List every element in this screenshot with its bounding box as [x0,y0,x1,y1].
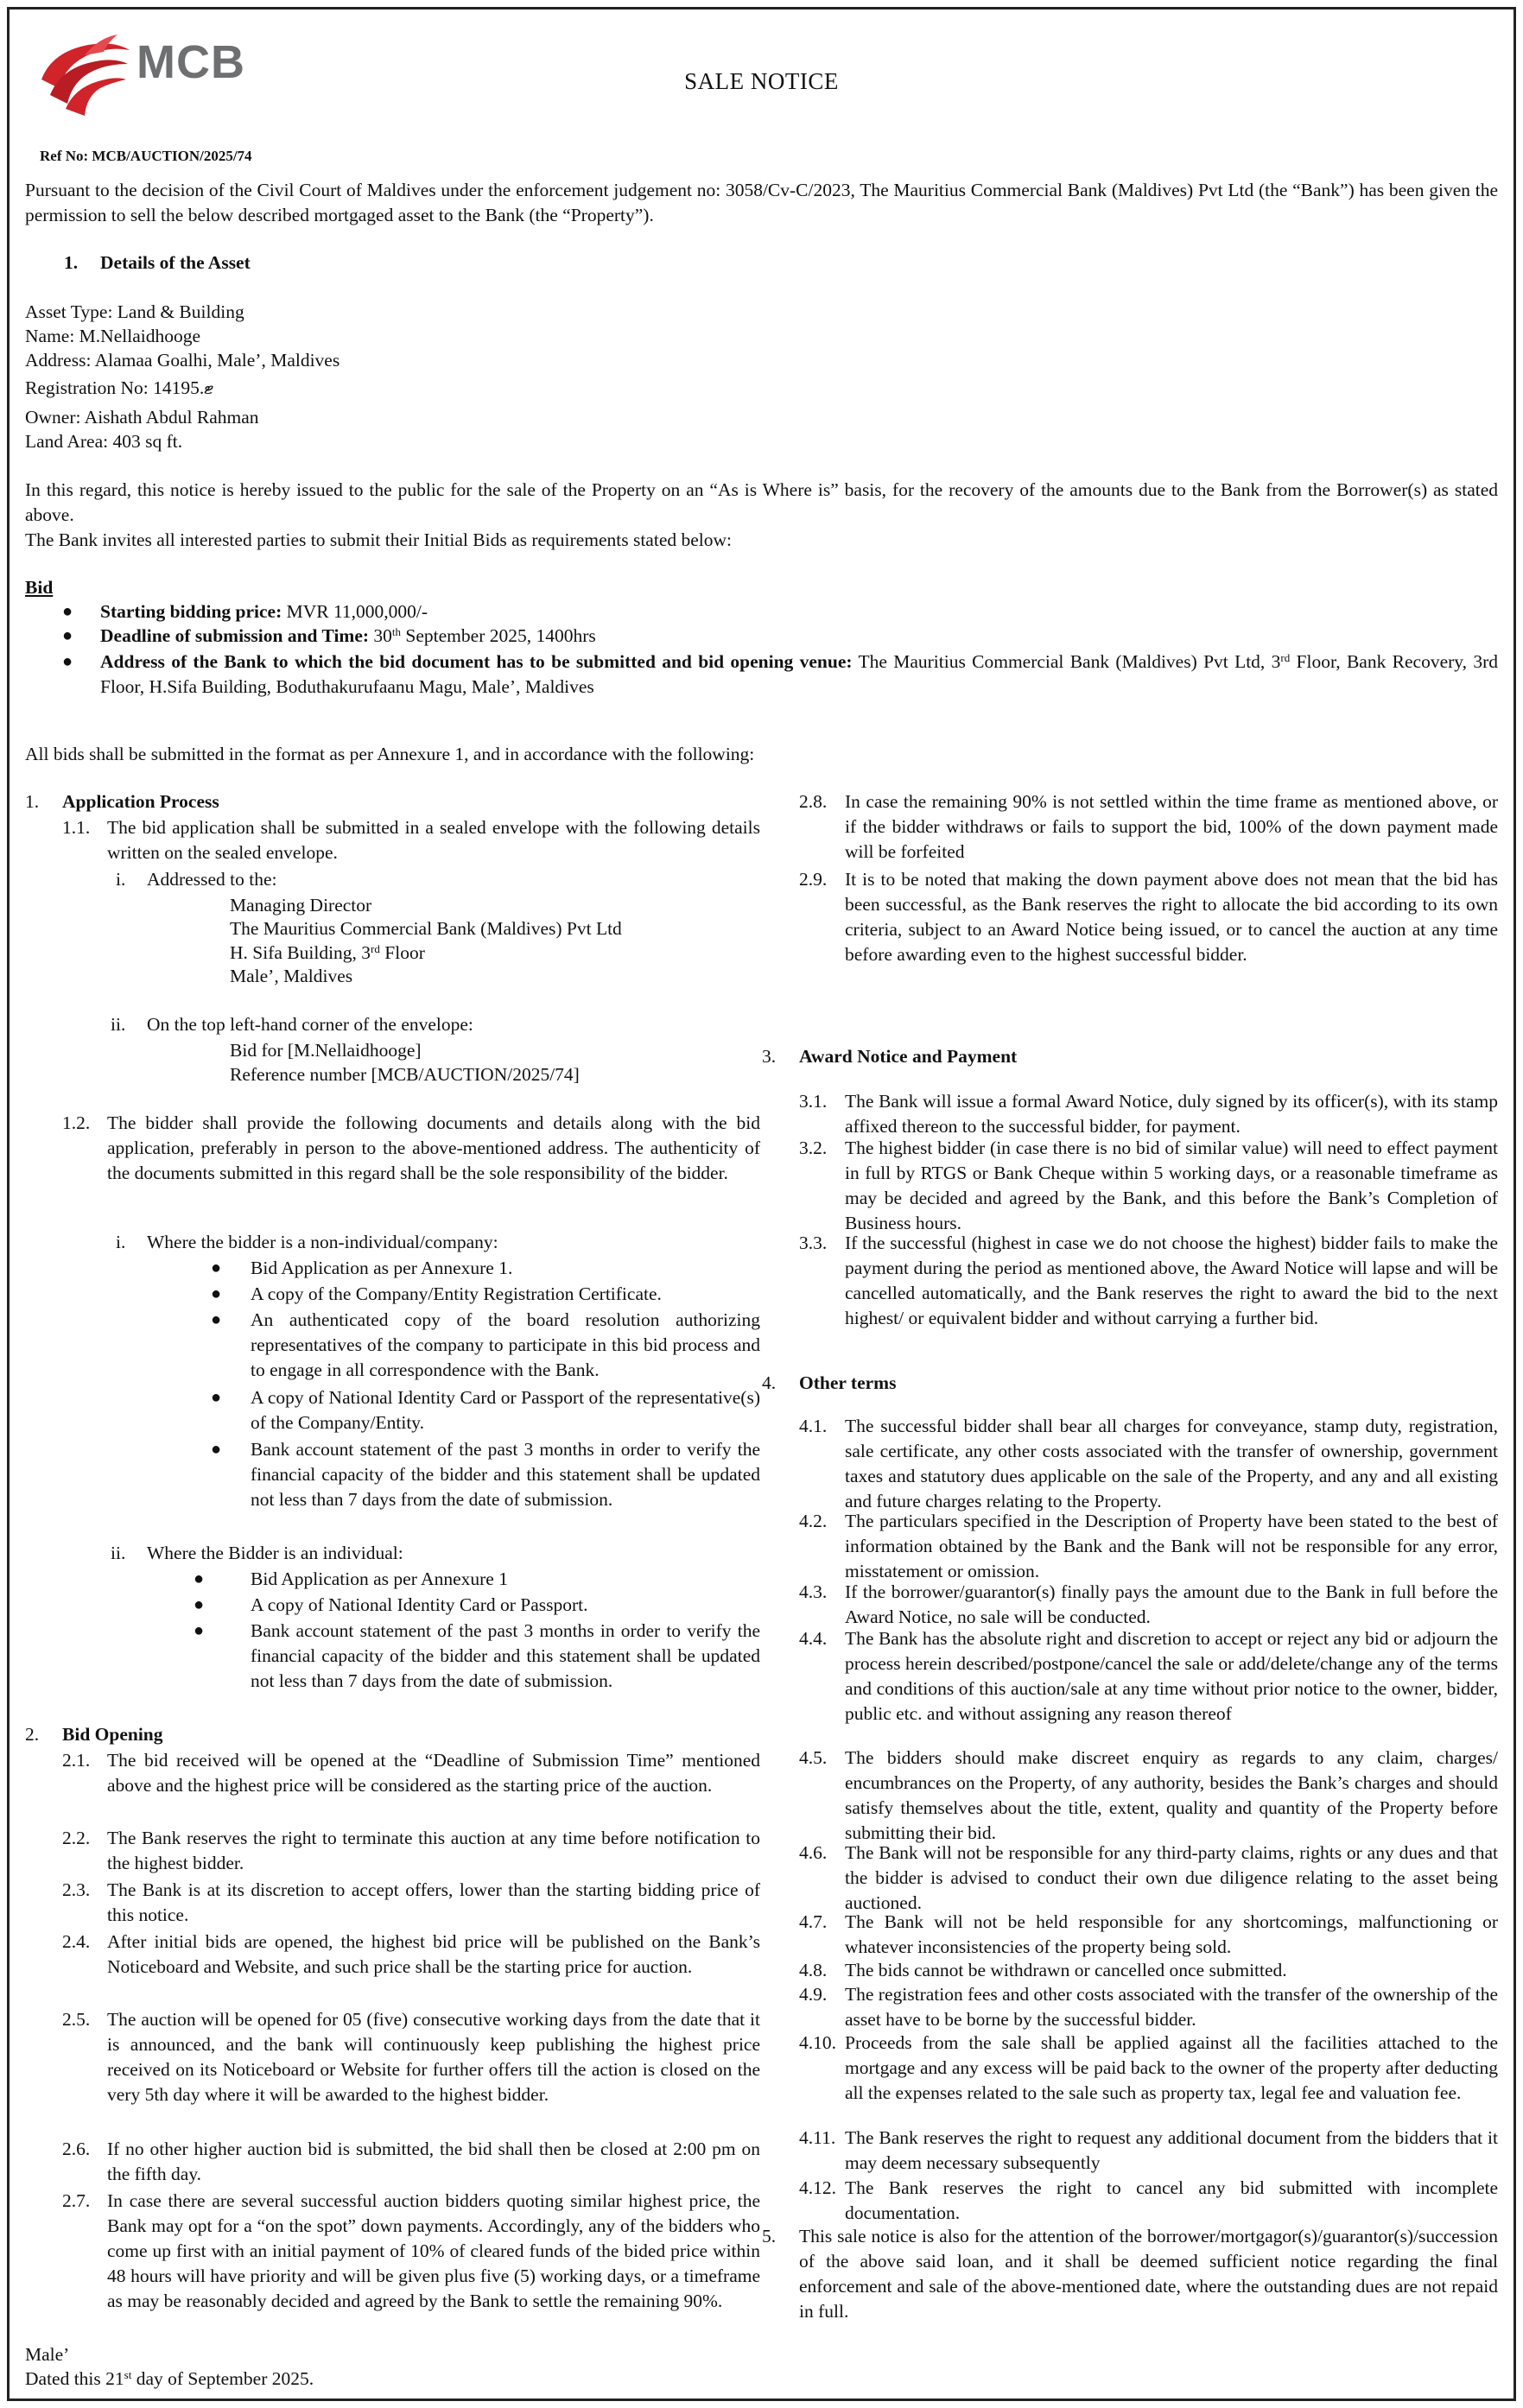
bullet-icon: ● [194,1595,205,1614]
bullet-icon: ● [211,1440,222,1459]
item-3-1-text: The Bank will issue a formal Award Notice, duly signed by its officer(s), with its stamp affixed thereon to the successful bidder, for payment. [845,1091,1498,1137]
item-2-8-text: In case the remaining 90% is not settled within the time frame as mentioned above, or if the bidder withdraws or fails to support the bid, 100% of the down payment made will be forfeited [845,791,1498,862]
item-4-1-number: 4.1. [799,1416,828,1436]
item-1-2-i-label: Where the bidder is a non-individual/company: [147,1232,498,1252]
individual-doc-3: Bank account statement of the past 3 months in order to verify the financial capacity of the bidder and this statement shall be updated not less than 7 days from the date of submission. [251,1620,760,1691]
item-4-5-number: 4.5. [799,1747,828,1768]
bid-starting-price-value: MVR 11,000,000/- [282,601,428,622]
footer-date-rest: day of September 2025. [131,2368,314,2389]
address-line-4: Male’, Maldives [230,966,353,986]
bid-venue [100,650,1498,700]
bullet-icon: ● [211,1388,222,1407]
item-1-2-number: 1.2. [62,1112,91,1133]
item-4-10-text: Proceeds from the sale shall be applied against all the facilities attached to the mortgage and any excess will be paid back to the owner of the property after deducting all the expenses related to the sale such as property tax, legal fee and valuation fee. [845,2032,1498,2103]
item-4-3-text: If the borrower/guarantor(s) finally pays the amount due to the Bank in full before the Award Notice, no sale will be conducted. [845,1581,1498,1627]
item-4-6-text: The Bank will not be responsible for any third-party claims, rights or any dues and that the bidder is advised to conduct their own due diligence relating to the asset being auctioned. [845,1842,1498,1913]
item-3-3-text: If the successful (highest in case we do not choose the highest) bidder fails to make the payment during the period as mentioned above, the Award Notice will lapse and will be cancelled automatically, and the Bank reserves the right to award the bid to the next highest/ or equivalent bidder and without carrying a further bid. [845,1233,1498,1328]
item-1-1-text: The bid application shall be submitted in a sealed envelope with the following details written on the sealed envelope. [107,817,760,863]
section-5-number: 5. [762,2226,777,2246]
section-2-heading: Bid Opening [62,1724,163,1745]
bid-venue-address: The Mauritius Commercial Bank (Maldives) Pvt Ltd, 3 [852,651,1281,672]
company-doc-3: An authenticated copy of the board resolution authorizing representatives of the company to participate in this bid process and to engage in all correspondence with the Bank. [251,1309,760,1380]
footer-date [25,2367,314,2392]
asset-name: Name: M.Nellaidhooge [25,326,201,346]
company-doc-2: A copy of the Company/Entity Registration Certificate. [251,1283,662,1304]
company-doc-5: Bank account statement of the past 3 months in order to verify the financial capacity of the bidder and this statement shall be updated not less than 7 days from the date of submission. [251,1439,760,1510]
section-3-heading: Award Notice and Payment [799,1046,1018,1067]
bullet-icon: ● [211,1310,222,1329]
item-2-1-text: The bid received will be opened at the “Deadline of Submission Time” mentioned above and the highest price will be considered as the starting price of the auction. [107,1750,760,1796]
item-4-11-text: The Bank reserves the right to request any additional document from the bidders that it may deem necessary subsequently [845,2127,1498,2173]
bullet-icon: ● [194,1621,205,1640]
item-3-2-number: 3.2. [799,1137,828,1158]
section-5-text: This sale notice is also for the attention of the borrower/mortgagor(s)/guarantor(s)/succession of the above said loan, and it shall be deemed sufficient notice regarding the final enforcement and sale of the above-mentioned date, where the outstanding dues are not repaid in full. [799,2226,1498,2322]
item-4-12-text: The Bank reserves the right to cancel any bid submitted with incomplete documentation. [845,2177,1498,2223]
bullet-icon: ● [62,652,73,671]
item-2-3-number: 2.3. [62,1879,91,1900]
item-2-6-number: 2.6. [62,2139,91,2159]
envelope-line-1: Bid for [M.Nellaidhooge] [230,1040,422,1061]
item-4-6-number: 4.6. [799,1842,828,1863]
bid-deadline-label: Deadline of submission and Time: [100,625,370,646]
item-2-4-text: After initial bids are opened, the highest bid price will be published on the Bank’s Noticeboard and Website, and such price shall be the starting price for auction. [107,1931,760,1977]
bullet-icon: ● [211,1258,222,1277]
item-4-12-number: 4.12. [799,2177,836,2198]
item-3-2-text: The highest bidder (in case there is no bid of similar value) will need to effect payment in full by RTGS or Bank Cheque within 5 working days, or a reasonable timeframe as may be decided and agreed by the Bank, and this before the Bank’s Completion of Business hours. [845,1137,1498,1233]
item-1-2-i-number: i. [116,1232,126,1252]
item-2-9-number: 2.9. [799,869,828,890]
item-4-9-text: The registration fees and other costs associated with the transfer of the ownership of the asset have to be borne by the successful bidder. [845,1984,1498,2030]
regard-paragraph: In this regard, this notice is hereby issued to the public for the sale of the Property on an “As is Where is” basis, for the recovery of the amounts due to the Bank from the Borrower(s) as stated above. [25,479,1498,525]
item-2-9-text: It is to be noted that making the down payment above does not mean that the bid has been successful, as the Bank reserves the right to allocate the bid according to its own criteria, subject to an Award Notice being issued, or to cancel the auction at any time before awarding even to the highest successful bidder. [845,869,1498,965]
item-1-1-ii-label: On the top left-hand corner of the envelope: [147,1014,473,1035]
item-1-2-text: The bidder shall provide the following documents and details along with the bid application, preferably in person to the above-mentioned address. The authenticity of the documents submitted in this regard shall be the sole responsibility of the bidder. [107,1112,760,1183]
item-3-1-number: 3.1. [799,1091,828,1112]
footer-place: Male’ [25,2344,70,2365]
reference-number: Ref No: MCB/AUCTION/2025/74 [40,148,252,164]
item-4-2-number: 4.2. [799,1511,828,1531]
bid-deadline [100,624,596,649]
item-1-1-i-number: i. [116,869,126,890]
item-4-8-text: The bids cannot be withdrawn or cancelled once submitted. [845,1960,1287,1980]
item-4-1-text: The successful bidder shall bear all charges for conveyance, stamp duty, registration, sale certificate, any other costs associated with the transfer of ownership, government taxes and statutory dues applicable on the sale of the Property, and any and all existing and future charges relating to the Property. [845,1416,1498,1511]
item-4-4-text: The Bank has the absolute right and discretion to accept or reject any bid or adjourn the process herein described/postpone/cancel the sale or add/delete/change any of the terms and conditions of this auction/sale at any time without prior notice to the owner, bidder, public etc. and without assigning any reason thereof [845,1628,1498,1724]
section-1-heading: Application Process [62,791,219,812]
item-2-8-number: 2.8. [799,791,828,812]
item-4-9-number: 4.9. [799,1984,828,2005]
company-doc-1: Bid Application as per Annexure 1. [251,1258,513,1278]
item-2-6-text: If no other higher auction bid is submitted, the bid shall then be closed at 2:00 pm on the fifth day. [107,2139,760,2184]
address-line-3-sup: rd [371,942,380,955]
address-line-2: The Mauritius Commercial Bank (Maldives) Pvt Ltd [230,918,622,939]
asset-owner: Owner: Aishath Abdul Rahman [25,407,259,428]
item-2-4-number: 2.4. [62,1931,91,1952]
item-4-10-number: 4.10. [799,2032,836,2053]
individual-doc-1: Bid Application as per Annexure 1 [251,1568,508,1589]
section-1-number: 1. [25,791,40,812]
item-2-5-text: The auction will be opened for 05 (five) consecutive working days from the date that it is announced, and the bank will continuously keep publishing the highest price received on its Noticeboard or Website for further offers till the action is closed on the very 5th day where it will be awarded to the highest bidder. [107,2009,760,2105]
page-title: SALE NOTICE [684,68,839,94]
bid-starting-price [100,599,428,624]
item-3-3-number: 3.3. [799,1233,828,1253]
envelope-line-2: Reference number [MCB/AUCTION/2025/74] [230,1064,580,1085]
bullet-icon: ● [211,1284,222,1303]
item-4-5-text: The bidders should make discreet enquiry as regards to any claim, charges/ encumbrances on the Property, of any authority, besides the Bank’s charges and should satisfy themselves about the title, extent, quality and quantity of the Property before submitting their bid. [845,1747,1498,1843]
item-4-2-text: The particulars specified in the Description of Property have been stated to the best of information obtained by the Bank and the Bank will not be responsible for any error, misstatement or omission. [845,1511,1498,1581]
bullet-icon: ● [62,626,73,645]
item-2-1-number: 2.1. [62,1750,91,1771]
item-1-2-ii-number: ii. [111,1543,126,1563]
bullet-icon: ● [194,1569,205,1588]
item-4-8-number: 4.8. [799,1960,828,1980]
individual-doc-2: A copy of National Identity Card or Passport. [251,1594,588,1615]
section-2-number: 2. [25,1724,40,1745]
bid-deadline-day: 30 [369,625,392,646]
section-3-number: 3. [762,1046,777,1067]
asset-heading: Details of the Asset [100,252,251,273]
company-doc-4: A copy of National Identity Card or Passport of the representative(s) of the Company/Entity. [251,1387,760,1433]
item-2-2-text: The Bank reserves the right to terminate this auction at any time before notification to the highest bidder. [107,1828,760,1873]
bid-venue-label: Address of the Bank to which the bid document has to be submitted and bid opening venue: [100,651,853,672]
section-4-number: 4. [762,1372,777,1393]
address-line-3-text: H. Sifa Building, 3 [230,942,371,963]
item-4-7-number: 4.7. [799,1911,828,1932]
footer-date-text: Dated this 21 [25,2368,124,2389]
item-2-5-number: 2.5. [62,2009,91,2030]
asset-registration: Registration No: 14195.ޓ [25,377,214,398]
address-line-3 [230,941,425,966]
footer-date-sup: st [124,2368,132,2381]
bid-deadline-sup: th [391,625,402,638]
item-2-2-number: 2.2. [62,1828,91,1848]
intro-paragraph: Pursuant to the decision of the Civil Court of Maldives under the enforcement judgement no: 3058/Cv-C/2023, The Mauritius Commercial Bank (Maldives) Pvt Ltd (the “Bank”) has been given the permission to sell the below described mortgaged asset to the Bank (the “Property”). [25,180,1498,225]
bid-venue-sup: rd [1280,651,1291,664]
item-1-1-number: 1.1. [62,817,91,838]
item-4-7-text: The Bank will not be held responsible for any shortcomings, malfunctioning or whatever inconsistencies of the property being sold. [845,1911,1498,1957]
asset-heading-number: 1. [64,252,79,273]
invite-line: The Bank invites all interested parties to submit their Initial Bids as requirements stated below: [25,529,733,550]
item-1-2-ii-label: Where the Bidder is an individual: [147,1543,403,1563]
bid-deadline-rest: September 2025, 1400hrs [401,625,596,646]
item-4-4-number: 4.4. [799,1628,828,1649]
asset-type: Asset Type: Land & Building [25,301,244,322]
item-2-7-number: 2.7. [62,2190,91,2211]
asset-address: Address: Alamaa Goalhi, Male’, Maldives [25,350,340,371]
item-2-3-text: The Bank is at its discretion to accept offers, lower than the starting bidding price of this notice. [107,1879,760,1925]
bid-venue-address-rest: Floor, Bank Recovery, 3rd Floor, H.Sifa Building, Boduthakurufaanu Magu, Male’, Maldives [100,651,1498,697]
bid-heading: Bid [25,577,54,598]
section-4-heading: Other terms [799,1372,897,1393]
address-line-1: Managing Director [230,895,372,916]
logo-text: MCB [136,36,245,88]
item-1-1-ii-number: ii. [111,1014,126,1035]
item-4-11-number: 4.11. [799,2127,836,2148]
bullet-icon: ● [62,602,73,621]
item-4-3-number: 4.3. [799,1581,828,1602]
all-bids-line: All bids shall be submitted in the format as per Annexure 1, and in accordance with the following: [25,744,755,764]
address-line-3-rest: Floor [379,942,425,963]
asset-land-area: Land Area: 403 sq ft. [25,431,183,452]
item-1-1-i-label: Addressed to the: [147,869,277,890]
item-2-7-text: In case there are several successful auction bidders quoting similar highest price, the Bank may opt for a “on the spot” down payments. Accordingly, any of the bidders who come up first with an initial payment of 10% of cleared funds of the bided price within 48 hours will have priority and will be given plus five (5) working days, or a timeframe as may be reasonably decided and agreed by the Bank to settle the remaining 90%. [107,2190,760,2311]
bid-starting-price-label: Starting bidding price: [100,601,282,622]
